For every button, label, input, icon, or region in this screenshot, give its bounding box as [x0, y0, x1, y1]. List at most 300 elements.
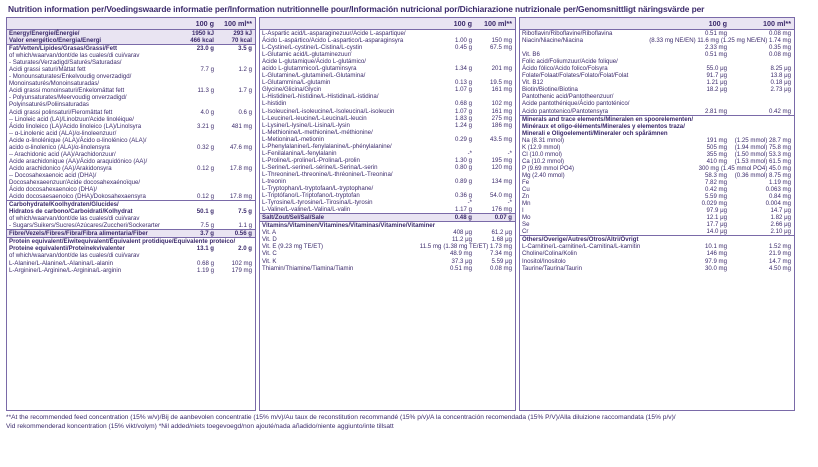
value-per-100ml [216, 158, 255, 165]
nutrient-label: Niacin/Niacine/Niacina [522, 37, 583, 45]
nutrient-row [7, 30, 255, 37]
column-header [260, 18, 515, 30]
nutrient-row [260, 229, 515, 236]
column-header [7, 18, 255, 30]
value-per-100g: 1.00 g [455, 37, 472, 45]
value-per-100ml: 17.8 mg [229, 164, 252, 172]
nutrient-label: Mg (2.40 mmol) [522, 171, 565, 179]
nutrient-label: Acido pantotenico/Pantotensyra [522, 107, 609, 115]
value-per-100g: 30.0 mg [704, 264, 727, 272]
nutrient-label: L-Proline/L-proline/L-Prolina/L-prolin [262, 156, 360, 164]
nutrient-row [7, 237, 255, 245]
header-per-100g: 100 g [453, 19, 472, 28]
value-per-100ml [216, 172, 255, 179]
value-per-100ml: (0.36 mmol) 8.75 mg [734, 171, 791, 179]
value-per-100g [176, 186, 216, 193]
value-per-100g: 14.0 μg [706, 228, 727, 236]
value-per-100ml [729, 93, 794, 100]
value-per-100ml: 5.59 μg [491, 257, 512, 265]
nutrient-label: Ácido linoleico (LA)/Acido linoleico (LA)/Linolsyra [9, 122, 142, 130]
value-per-100ml: 7.5 g [238, 208, 252, 216]
nutrient-row [260, 136, 515, 143]
nutrient-row [520, 123, 794, 130]
nutrient-row [7, 101, 255, 108]
value-per-100ml: (1.50 mmol) 53.3 mg [734, 150, 791, 158]
value-per-100g [176, 116, 216, 123]
nutrient-label: Folate/Folaat/Folates/Folato/Folat/Folat [522, 72, 629, 80]
nutrient-label: -- Arachidonic acid (AA)/Arachidonzuur/ [9, 150, 116, 158]
value-per-100ml [216, 179, 255, 186]
value-per-100g: 1.07 g [455, 86, 472, 94]
nutrient-label: L-Glutamic acid/L-glutaminezuur/ [262, 51, 352, 59]
nutrient-label: P (9.69 mmol PO4) [522, 164, 575, 172]
nutrient-label: Hidratos de carbono/Carboidrati/Kolhydrat [9, 208, 133, 216]
nutrient-row [260, 30, 515, 37]
nutrient-label: Riboflavin/Riboflavine/Riboflavina [522, 30, 613, 37]
nutrient-label: Mn [522, 200, 531, 208]
nutrient-label: Acidi grassi polinsaturi/Fleromättat fett [9, 108, 113, 116]
value-per-100ml [745, 123, 810, 130]
nutrient-label: L-Lysine/L-lysine/L-Lisina/L-lysin [262, 121, 350, 129]
footnote-nil-added: Vid rekommenderad koncentration (15% vikt/volym) *Nil added/niets toegevoegd/non ajouté/nada añadido/niente aggiunto/inte tillsatt [6, 423, 394, 430]
value-per-100ml: 1.52 mg [768, 243, 791, 251]
value-per-100g: 11.2 μg [451, 236, 472, 244]
value-per-100g: (8.33 mg NE/EN) 11.6 mg [649, 37, 719, 45]
value-per-100ml: 102 mg [231, 259, 252, 267]
nutrient-row [260, 79, 515, 86]
nutrient-label: L-Glutamine/L-glutamine/L-Glutamina/ [262, 72, 366, 80]
nutrient-row [260, 93, 515, 100]
nutrient-row [7, 200, 255, 208]
nutrient-label: -- α-Linolenic acid (ALA)/α-linoleenzuur/ [9, 129, 117, 137]
nutrient-label: Polyinsaturés/Poliinsaturadas [9, 101, 89, 109]
value-per-100g: 17.7 μg [706, 221, 727, 229]
nutrient-label: Others/Overige/Autres/Otros/Altri/Övrigt [522, 236, 639, 244]
header-per-100ml: 100 ml** [763, 19, 791, 28]
value-per-100g: 1.07 g [455, 107, 472, 115]
value-per-100ml: 0.6 g [238, 108, 252, 116]
nutrient-row [7, 80, 255, 87]
nutrient-row [260, 129, 515, 136]
nutrient-row [520, 58, 794, 65]
value-per-100ml: 2.66 μg [770, 221, 791, 229]
nutrient-row [260, 243, 515, 250]
value-per-100g: 18.2 μg [706, 86, 727, 94]
nutrient-label: Carbohydrate/Koolhydraten/Glucides/ [9, 201, 119, 209]
value-per-100g: 7.7 g [200, 66, 214, 74]
value-per-100g: 466 kcal [190, 37, 214, 45]
nutrient-label: Vit. B12 [522, 79, 544, 87]
nutrient-label: Choline/Colina/Kolin [522, 250, 577, 258]
value-per-100g: 408 μg [453, 229, 472, 237]
value-per-100g: 1950 kJ [191, 30, 214, 37]
value-per-100ml [216, 101, 255, 108]
nutrient-label: Energy/Energie/Énergie/ [9, 30, 80, 37]
value-per-100g: 91.7 μg [706, 72, 727, 80]
value-per-100g: 0.12 g [197, 193, 214, 201]
nutrient-row [7, 267, 255, 274]
value-per-100ml [216, 116, 255, 123]
nutrient-label: L-Glutammina/L-glutamin [262, 79, 331, 87]
nutrient-row [260, 150, 515, 157]
value-per-100g [176, 172, 216, 179]
value-per-100g: 0.36 g [455, 192, 472, 200]
nutrient-label: L-Carnitine/L-carnitine/L-Carnitina/L-karnitin [522, 243, 641, 251]
value-per-100ml [216, 130, 255, 137]
nutrient-label: Na (8.31 mmol) [522, 136, 564, 144]
nutrient-row [520, 108, 794, 115]
nutrient-row [520, 158, 794, 165]
value-per-100ml [216, 151, 255, 158]
nutrient-label: L-Aspartic acid/L-asparaginezuur/Acide L-aspartique/ [262, 30, 406, 37]
nutrient-label: L-Phenylalanine/L-fenylalanine/L-phénylalanine/ [262, 142, 392, 150]
value-per-100ml [474, 72, 515, 79]
nutrient-label: Cl (10.0 mmol) [522, 150, 562, 158]
value-per-100g [432, 185, 474, 192]
value-per-100g: 0.89 g [455, 177, 472, 185]
nutrient-label: Cr [522, 228, 529, 236]
value-per-100g: 55.0 μg [706, 65, 727, 73]
value-per-100g: 5.59 mg [704, 193, 727, 201]
nutrient-row [7, 229, 255, 237]
value-per-100ml: -* [507, 199, 512, 207]
value-per-100g: 0.32 g [197, 143, 214, 151]
value-per-100ml: 7.34 mg [489, 250, 512, 258]
value-per-100ml: 275 mg [491, 114, 512, 122]
nutrient-label: - Monounsaturates/Enkelvoudig onverzadigd/ [9, 73, 132, 81]
value-per-100g: 0.48 g [454, 214, 472, 222]
nutrient-row [7, 193, 255, 200]
nutrient-row [260, 108, 515, 115]
value-per-100g: 23.0 g [196, 45, 214, 53]
footnotes [6, 413, 795, 431]
nutrient-label: Vit. K [262, 257, 277, 265]
nutrient-row [7, 144, 255, 151]
nutrient-row [7, 123, 255, 130]
nutrient-row [520, 214, 794, 221]
value-per-100ml [477, 222, 518, 229]
value-per-100g [176, 137, 216, 144]
value-per-100ml: 102 mg [491, 100, 512, 108]
value-per-100ml [216, 201, 255, 208]
value-per-100ml: (1.38 mg TE/ET) 1.73 mg [443, 243, 512, 251]
nutrient-label: Docosahexaeenzuur/Acide docosahexaénoïque/ [9, 178, 141, 186]
value-per-100ml: 0.08 mg [768, 51, 791, 59]
value-per-100g: 3.21 g [197, 122, 214, 130]
nutrient-label: Ácido fólico/Acido folico/Folsyra [522, 65, 608, 73]
nutrient-label: Minéraux et oligo-éléments/Minerales y elementos traza/ [522, 122, 685, 130]
nutrient-label: Vit. B6 [522, 51, 540, 59]
nutrient-label: Acidi grassi monoinsaturi/Enkelomättat fett [9, 87, 125, 95]
nutrient-label: Se [522, 221, 530, 229]
value-per-100g: 2.81 mg [704, 107, 727, 115]
value-per-100g: 37.3 μg [451, 257, 472, 265]
value-per-100ml [753, 116, 818, 123]
value-per-100ml: 3.5 g [238, 45, 252, 53]
value-per-100g [432, 129, 474, 136]
nutrient-row [7, 137, 255, 144]
nutrient-row [520, 86, 794, 93]
value-per-100g: 146 mg [706, 250, 727, 258]
value-per-100ml: 0.56 g [234, 230, 252, 238]
nutrient-label: L-Leucine/L-leucine/L-Leucina/L-leucin [262, 114, 367, 122]
value-per-100g: 3.7 g [200, 230, 214, 238]
value-per-100ml [474, 143, 515, 150]
nutrient-label: L-treonin [262, 177, 287, 185]
value-per-100g [176, 130, 216, 137]
value-per-100ml [729, 58, 794, 65]
value-per-100ml: 2.73 μg [770, 86, 791, 94]
nutrient-label: Acide α-linolénique (ALA)/Ácido α-linolénico (ALA)/ [9, 136, 147, 144]
nutrient-row [260, 86, 515, 93]
nutrient-row [7, 130, 255, 137]
value-per-100ml: 17.8 mg [229, 193, 252, 201]
nutrient-label: Vitamins/Vitaminen/Vitamines/Vitaminas/Vitamine/Vitaminer [262, 222, 436, 230]
nutrient-label: L-Tyrosine/L-tyrosine/L-Tirosina/L-tyrosin [262, 199, 373, 207]
value-per-100ml [729, 236, 794, 243]
value-per-100g: 0.29 g [455, 135, 472, 143]
footnote-concentration: **At the recommended feed concentration (15% w/v)/Bij de aanbevolen concentratie (15% m/v)/Au taux de reconstitution recommandé (15% p/v)/A la concentración recomendada (15% P/V)/Alla diluizione raccomandata (15% p/v)/ [6, 414, 676, 421]
nutrient-row [520, 186, 794, 193]
nutrient-row [260, 221, 515, 229]
nutrient-row [260, 157, 515, 164]
value-per-100ml [216, 94, 255, 101]
nutrient-row [520, 144, 794, 151]
value-per-100ml: 0.18 μg [770, 79, 791, 87]
value-per-100ml: 186 mg [491, 121, 512, 129]
nutrient-label: L-Methionine/L-methionine/L-méthionine/ [262, 128, 373, 136]
nutrient-row [260, 265, 515, 272]
nutrient-row [520, 51, 794, 58]
nutrient-label: Proteine equivalenti/Proteinekvivalenter [9, 245, 125, 253]
value-per-100ml [216, 52, 255, 59]
nutrient-row [520, 44, 794, 51]
value-per-100ml: 1.2 g [238, 66, 252, 74]
value-per-100ml [474, 171, 515, 178]
nutrient-label: of which/waarvan/dont/de las cuales/di cui/varav [9, 215, 140, 223]
label-title: Nutrition information per/Voedingswaarde informatie per/Information nutritionnelle pour/Información nutricional por/Dichiarazione nutrizionale per/Genomsnittligt näringsvärde per [8, 4, 705, 14]
nutrient-label: L-Histidine/L-histidine/L-Histidina/L-istidina/ [262, 93, 379, 101]
nutrient-label: Ca (10.2 mmol) [522, 157, 564, 165]
nutrient-row [520, 193, 794, 200]
nutrient-row [260, 213, 515, 221]
value-per-100ml [216, 252, 255, 259]
nutrient-label: - Saturates/Verzadigd/Saturés/Saturadas/ [9, 59, 122, 67]
nutrient-label: L-Isoleucine/L-isoleucine/L-Isoleucina/L-isoleucin [262, 107, 395, 115]
nutrient-row [260, 115, 515, 122]
nutrient-row [260, 122, 515, 129]
nutrient-row [520, 207, 794, 214]
nutrient-row [7, 73, 255, 80]
nutrient-row [260, 51, 515, 58]
column-header [520, 18, 794, 30]
value-per-100g: 4.0 g [200, 108, 214, 116]
nutrient-row [260, 65, 515, 72]
value-per-100ml: 1.7 g [238, 87, 252, 95]
value-per-100ml: 21.9 mg [768, 250, 791, 258]
header-per-100ml: 100 ml** [224, 19, 252, 28]
nutrient-row [7, 116, 255, 123]
value-per-100g [432, 51, 474, 58]
value-per-100ml: 1.68 μg [491, 236, 512, 244]
nutrient-row [520, 151, 794, 158]
nutrient-row [7, 222, 255, 229]
nutrient-label: K (12.9 mmol) [522, 143, 561, 151]
nutrient-row [520, 235, 794, 243]
nutrient-label: Mo [522, 214, 531, 222]
nutrient-label: -- Docosahexaenoic acid (DHA)/ [9, 171, 97, 179]
nutrient-label: L-Threonine/L-threonine/L-thréonine/L-Treonina/ [262, 170, 393, 178]
value-per-100ml: 54.0 mg [489, 192, 512, 200]
nutrient-row [520, 137, 794, 144]
nutrient-label: L-Arginine/L-Arginine/L-Arginina/L-arginin [9, 266, 122, 274]
value-per-100ml: 179 mg [231, 266, 252, 274]
nutrient-row [520, 37, 794, 44]
nutrient-row [7, 252, 255, 259]
nutrient-label: Fat/Vetten/Lipides/Grasas/Grassi/Fett [9, 45, 118, 53]
value-per-100g: 0.51 mg [704, 51, 727, 59]
value-per-100g: 97.9 μg [706, 207, 727, 215]
value-per-100g [432, 143, 474, 150]
value-per-100g [176, 158, 216, 165]
nutrient-label: L-Cystine/L-cystine/L-Cistina/L-cystin [262, 44, 363, 52]
value-per-100ml: (1.25 mmol) 28.7 mg [734, 136, 791, 144]
value-per-100g: 0.42 mg [704, 186, 727, 194]
nutrient-row [7, 87, 255, 94]
value-per-100g: 1.19 g [197, 266, 214, 274]
nutrient-label: Valor energético/Energia/Energi [9, 37, 102, 45]
value-per-100g [432, 93, 474, 100]
value-per-100g [176, 151, 216, 158]
value-per-100g [176, 215, 216, 222]
value-per-100ml: 0.063 mg [765, 186, 791, 194]
nutrient-row [7, 52, 255, 59]
value-per-100ml: 120 mg [491, 163, 512, 171]
value-per-100g: 0.80 g [455, 163, 472, 171]
nutrient-row [7, 215, 255, 222]
value-per-100ml [216, 215, 255, 222]
value-per-100g [685, 123, 745, 130]
value-per-100ml: (1.25 mg NE/EN) 1.74 mg [720, 37, 791, 45]
value-per-100ml: 176 mg [491, 206, 512, 214]
value-per-100g: 410 mg [706, 157, 727, 165]
nutrient-row [520, 179, 794, 186]
nutrient-label: L-Triptófano/L-Triptofano/L-tryptofan [262, 192, 360, 200]
value-per-100g: 1.83 g [455, 114, 472, 122]
nutrient-row [520, 165, 794, 172]
nutrient-label: L-Valine/L-valine/L-Valina/L-valin [262, 206, 351, 214]
value-per-100ml [729, 100, 794, 107]
nutrient-label: Pantothenic acid/Pantotheenzuur/ [522, 93, 614, 101]
value-per-100g [176, 73, 216, 80]
nutrient-row [520, 265, 794, 272]
nutrition-column-3 [519, 17, 795, 411]
value-per-100g [176, 52, 216, 59]
nutrient-row [7, 151, 255, 158]
header-per-100g: 100 g [708, 19, 727, 28]
nutrient-label: Protein equivalent/Eiwitequivalent/Équivalent protidique/Equivalente proteico/ [9, 238, 236, 246]
value-per-100ml [474, 185, 515, 192]
nutrient-row [260, 72, 515, 79]
value-per-100g: 48.9 mg [449, 250, 472, 258]
header-per-100ml: 100 ml** [484, 19, 512, 28]
value-per-100g [176, 252, 216, 259]
value-per-100g: 10.1 mg [704, 243, 727, 251]
value-per-100ml: 8.25 μg [770, 65, 791, 73]
value-per-100g [693, 116, 753, 123]
nutrient-row [520, 200, 794, 207]
nutrient-label: Acido docosaesaenoico (DHA)/Dokosahexaensyra [9, 193, 146, 201]
value-per-100g: 0.45 g [455, 44, 472, 52]
nutrient-row [260, 206, 515, 213]
value-per-100ml: 0.84 mg [768, 193, 791, 201]
nutrient-row [260, 185, 515, 192]
value-per-100g: 300 mg [698, 164, 719, 172]
value-per-100g: 1.34 g [455, 65, 472, 73]
value-per-100g [435, 222, 477, 229]
nutrient-row [260, 164, 515, 171]
value-per-100ml: 0.35 mg [768, 44, 791, 52]
nutrient-row [7, 179, 255, 186]
value-per-100g [432, 72, 474, 79]
header-per-100g: 100 g [195, 19, 214, 28]
nutrient-label: Acide pantothénique/Ácido pantoténico/ [522, 100, 630, 108]
value-per-100ml [474, 129, 515, 136]
nutrient-label: Acido arachidonico (AA)/Arakidonsyra [9, 164, 112, 172]
nutrient-label: Minerali e Oligoelementi/Mineraler och spårämnen [522, 129, 668, 137]
nutrient-label: of which/waarvan/dont/de las cuales/di cui/varav [9, 252, 140, 260]
nutrient-row [7, 172, 255, 179]
nutrient-label: L-Tryptophan/L-tryptofaan/L-tryptophane/ [262, 185, 374, 193]
nutrition-column-2 [259, 17, 516, 411]
nutrient-label: Acide arachidonique (AA)/Ácido araquidónico (AA)/ [9, 157, 148, 165]
nutrient-row [7, 59, 255, 66]
value-per-100ml: 1.82 μg [770, 214, 791, 222]
nutrient-row [7, 66, 255, 73]
nutrient-label: Monoinsaturés/Monoinsaturadas/ [9, 80, 100, 88]
value-per-100ml: 1.19 mg [768, 178, 791, 186]
nutrient-row [7, 260, 255, 267]
nutrient-label: acido α-linolenico (ALA)/α-linolensyra [9, 143, 110, 151]
nutrient-label: Acidi grassi saturi/Mättat fett [9, 66, 86, 74]
nutrient-row [260, 192, 515, 199]
nutrient-label: L-histidin [262, 100, 287, 108]
nutrient-row [520, 250, 794, 257]
value-per-100g: 1.30 g [455, 156, 472, 164]
nutrient-label: Minerals and trace elements/Mineralen en spoorelementen/ [522, 115, 694, 123]
nutrient-row [520, 130, 794, 137]
value-per-100g: 191 mg [706, 136, 727, 144]
value-per-100ml: 13.8 μg [770, 72, 791, 80]
nutrient-row [520, 172, 794, 179]
nutrition-column-1 [6, 17, 256, 411]
nutrient-label: Thiamin/Thiamine/Tiamina/Tiamin [262, 264, 354, 272]
nutrient-row [260, 44, 515, 51]
value-per-100ml: (1.94 mmol) 75.8 mg [734, 143, 791, 151]
value-per-100g [176, 59, 216, 66]
nutrient-label: I [522, 207, 524, 215]
nutrient-row [520, 100, 794, 107]
nutrient-row [260, 178, 515, 185]
value-per-100ml: 61.2 μg [491, 229, 512, 237]
value-per-100g: 355 mg [706, 150, 727, 158]
nutrient-row [260, 37, 515, 44]
nutrient-row [260, 250, 515, 257]
value-per-100ml: -* [507, 149, 512, 157]
nutrient-label: Vit. C [262, 250, 277, 258]
value-per-100ml: 0.004 mg [765, 200, 791, 208]
nutrient-row [520, 258, 794, 265]
